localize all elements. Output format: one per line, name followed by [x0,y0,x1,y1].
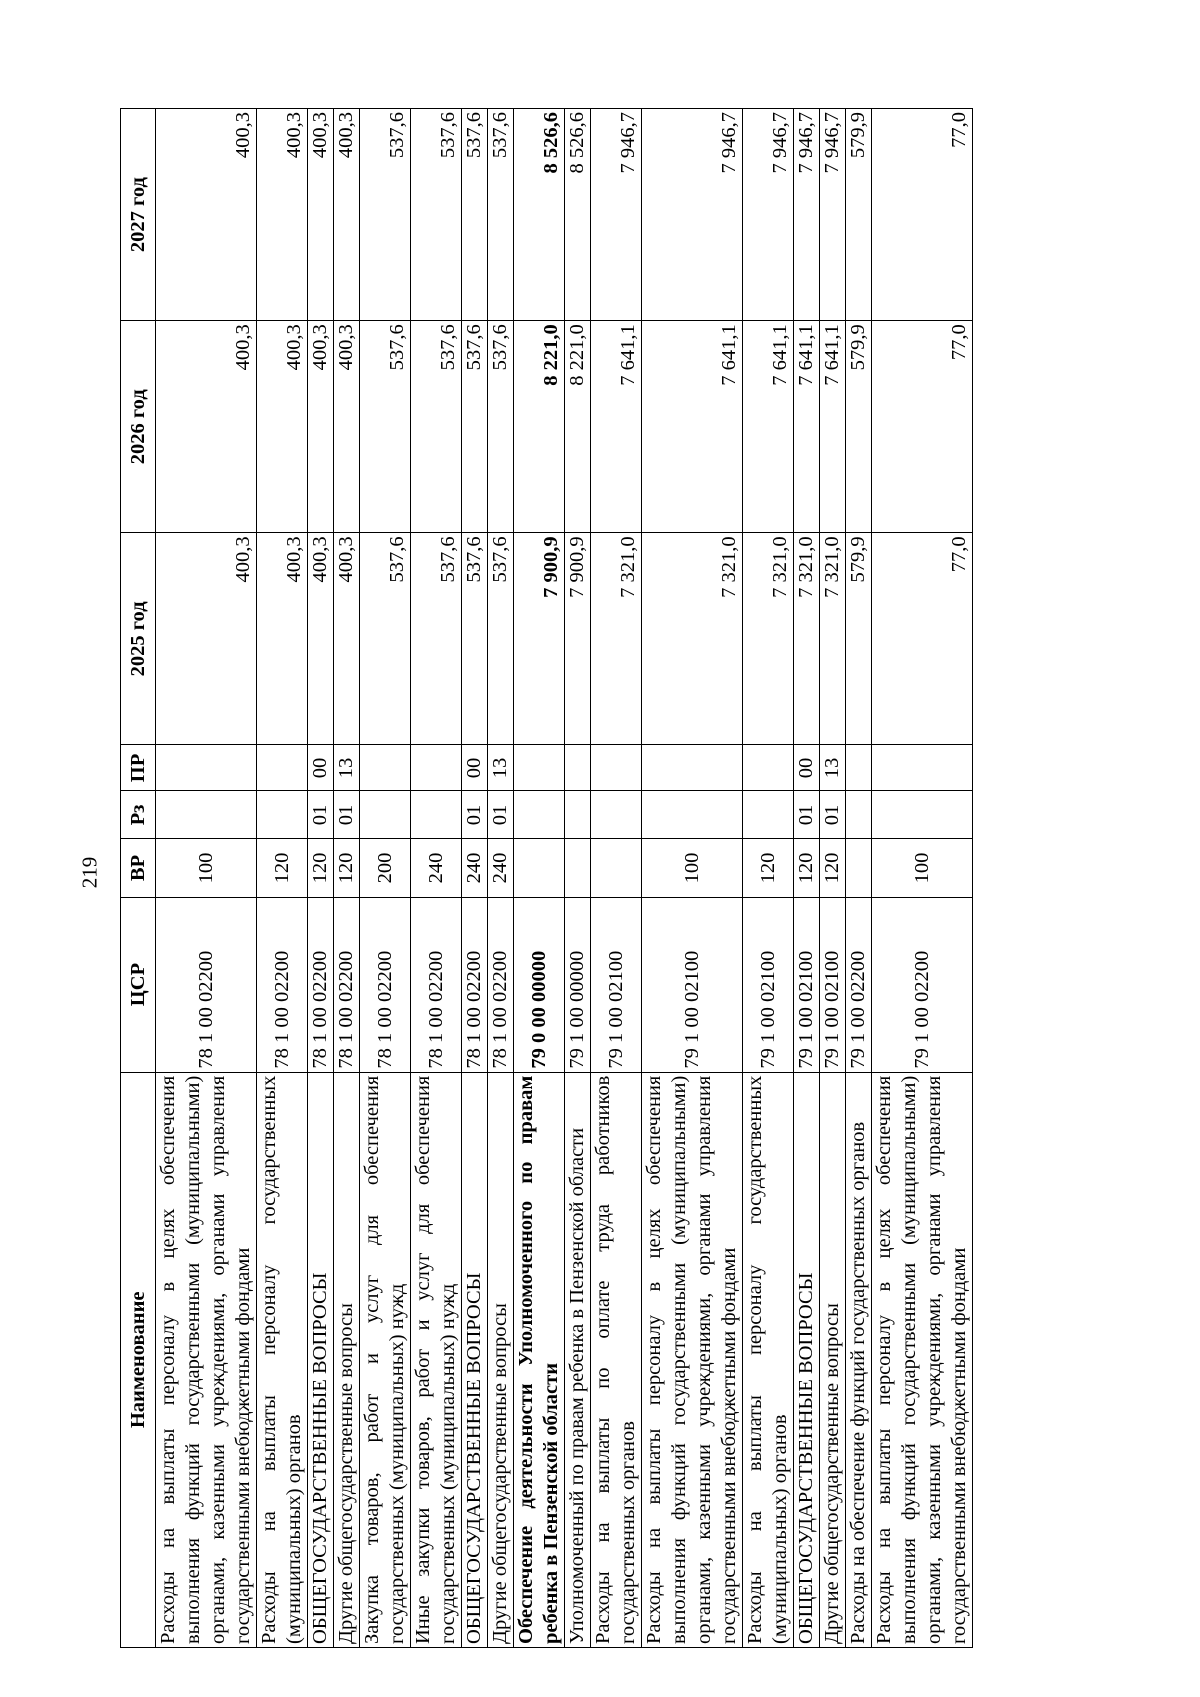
cell-2027: 537,6 [488,109,514,321]
cell-name: Расходы на обеспечение функций государственных органов [846,1072,872,1647]
cell-pr [872,745,973,791]
cell-rz [565,791,591,839]
table-header-row [121,109,156,1648]
cell-vr: 240 [462,839,488,897]
cell-2025: 7 321,0 [642,533,743,745]
cell-name: Расходы на выплаты персоналу государственных (муниципальных) органов [257,1072,308,1647]
cell-2026: 77,0 [872,321,973,533]
cell-rz: 01 [820,791,846,839]
cell-2026: 7 641,1 [794,321,820,533]
cell-vr [514,839,565,897]
cell-csr: 79 1 00 00000 [565,897,591,1072]
table-row [846,109,872,1648]
table-row [462,109,488,1648]
cell-2025: 400,3 [334,533,360,745]
cell-rz: 01 [308,791,334,839]
cell-csr: 79 1 00 02100 [794,897,820,1072]
table-row [565,109,591,1648]
cell-csr: 79 1 00 02100 [642,897,743,1072]
cell-2027: 400,3 [308,109,334,321]
cell-rz [642,791,743,839]
cell-2026: 7 641,1 [591,321,642,533]
cell-rz: 01 [488,791,514,839]
cell-pr: 13 [820,745,846,791]
cell-vr: 120 [794,839,820,897]
cell-name: ОБЩЕГОСУДАРСТВЕННЫЕ ВОПРОСЫ [462,1072,488,1647]
cell-2025: 7 321,0 [591,533,642,745]
cell-vr: 120 [743,839,794,897]
cell-name: Уполномоченный по правам ребенка в Пензенской области [565,1072,591,1647]
cell-2025: 537,6 [411,533,462,745]
cell-pr: 00 [794,745,820,791]
header-pr: ПР [121,745,156,791]
budget-table [120,108,973,1648]
cell-rz [514,791,565,839]
table-row [820,109,846,1648]
cell-pr [411,745,462,791]
header-2025: 2025 год [121,533,156,745]
cell-2027: 8 526,6 [514,109,565,321]
cell-2025: 400,3 [308,533,334,745]
cell-2026: 8 221,0 [514,321,565,533]
cell-rz: 01 [334,791,360,839]
cell-pr [257,745,308,791]
cell-pr [846,745,872,791]
header-2027: 2027 год [121,109,156,321]
cell-pr [514,745,565,791]
cell-vr: 120 [257,839,308,897]
cell-2026: 400,3 [308,321,334,533]
cell-vr: 240 [488,839,514,897]
cell-vr: 100 [642,839,743,897]
table-row [591,109,642,1648]
cell-2026: 400,3 [334,321,360,533]
cell-2025: 7 321,0 [743,533,794,745]
table-row [794,109,820,1648]
cell-name: Расходы на выплаты по оплате труда работников государственных органов [591,1072,642,1647]
cell-rz [156,791,257,839]
cell-2025: 537,6 [488,533,514,745]
cell-pr: 13 [488,745,514,791]
cell-2025: 7 900,9 [565,533,591,745]
cell-2025: 400,3 [156,533,257,745]
cell-csr: 79 1 00 02100 [591,897,642,1072]
cell-2027: 7 946,7 [794,109,820,321]
cell-rz [257,791,308,839]
table-row [488,109,514,1648]
cell-2027: 537,6 [360,109,411,321]
cell-csr: 78 1 00 02200 [411,897,462,1072]
cell-2026: 7 641,1 [743,321,794,533]
cell-name: Обеспечение деятельности Уполномоченного по правам ребенка в Пензенской области [514,1072,565,1647]
cell-2026: 7 641,1 [820,321,846,533]
table-row [872,109,973,1648]
cell-2026: 537,6 [411,321,462,533]
cell-name: Расходы на выплаты персоналу в целях обеспечения выполнения функций государственными (муниципальными) органами, казенными учреждениями, органами управления государственными внебюджетными фондами [156,1072,257,1647]
table-row [743,109,794,1648]
cell-name: Расходы на выплаты персоналу в целях обеспечения выполнения функций государственными (муниципальными) органами, казенными учреждениями, органами управления государственными внебюджетными фондами [642,1072,743,1647]
cell-csr: 79 1 00 02200 [872,897,973,1072]
cell-name: ОБЩЕГОСУДАРСТВЕННЫЕ ВОПРОСЫ [308,1072,334,1647]
cell-2027: 400,3 [257,109,308,321]
table-row [257,109,308,1648]
cell-rz [872,791,973,839]
cell-2027: 7 946,7 [820,109,846,321]
cell-2026: 400,3 [156,321,257,533]
cell-pr: 00 [462,745,488,791]
cell-2026: 579,9 [846,321,872,533]
cell-2027: 537,6 [411,109,462,321]
cell-vr: 100 [872,839,973,897]
cell-2026: 537,6 [360,321,411,533]
cell-name: Расходы на выплаты персоналу в целях обеспечения выполнения функций государственными (муниципальными) органами, казенными учреждениями, органами управления государственными внебюджетными фондами [872,1072,973,1647]
cell-pr: 00 [308,745,334,791]
cell-vr: 240 [411,839,462,897]
table-row [156,109,257,1648]
cell-rz [360,791,411,839]
cell-2027: 400,3 [334,109,360,321]
header-csr: ЦСР [121,897,156,1072]
cell-name: Закупка товаров, работ и услуг для обеспечения государственных (муниципальных) нужд [360,1072,411,1647]
cell-2027: 400,3 [156,109,257,321]
cell-vr: 120 [820,839,846,897]
table-row [308,109,334,1648]
cell-2026: 8 221,0 [565,321,591,533]
cell-rz [846,791,872,839]
cell-rz: 01 [462,791,488,839]
table-row [411,109,462,1648]
cell-pr [565,745,591,791]
cell-csr: 79 1 00 02100 [743,897,794,1072]
cell-2027: 7 946,7 [743,109,794,321]
table-row [334,109,360,1648]
cell-vr: 200 [360,839,411,897]
cell-2025: 537,6 [462,533,488,745]
cell-csr: 78 1 00 02200 [488,897,514,1072]
cell-name: Другие общегосударственные вопросы [488,1072,514,1647]
cell-name: Другие общегосударственные вопросы [334,1072,360,1647]
cell-2027: 7 946,7 [591,109,642,321]
page-number: 219 [77,856,102,889]
cell-2026: 400,3 [257,321,308,533]
cell-rz [411,791,462,839]
cell-vr: 100 [156,839,257,897]
cell-csr: 79 1 00 02100 [820,897,846,1072]
cell-vr [591,839,642,897]
cell-vr: 120 [308,839,334,897]
cell-csr: 78 1 00 02200 [462,897,488,1072]
cell-csr: 78 1 00 02200 [308,897,334,1072]
cell-rz: 01 [794,791,820,839]
cell-vr [565,839,591,897]
header-2026: 2026 год [121,321,156,533]
cell-2027: 7 946,7 [642,109,743,321]
cell-2025: 77,0 [872,533,973,745]
cell-2025: 7 900,9 [514,533,565,745]
cell-csr: 78 1 00 02200 [257,897,308,1072]
header-rz: Рз [121,791,156,839]
cell-2026: 537,6 [462,321,488,533]
cell-csr: 79 1 00 02200 [846,897,872,1072]
cell-csr: 78 1 00 02200 [360,897,411,1072]
cell-pr [156,745,257,791]
table-row [514,109,565,1648]
cell-name: Расходы на выплаты персоналу государственных (муниципальных) органов [743,1072,794,1647]
cell-vr [846,839,872,897]
cell-csr: 78 1 00 02200 [156,897,257,1072]
cell-2027: 77,0 [872,109,973,321]
cell-2025: 579,9 [846,533,872,745]
cell-pr [642,745,743,791]
cell-2027: 537,6 [462,109,488,321]
cell-name: ОБЩЕГОСУДАРСТВЕННЫЕ ВОПРОСЫ [794,1072,820,1647]
cell-2026: 7 641,1 [642,321,743,533]
budget-table-container [120,108,1075,1648]
cell-pr [743,745,794,791]
header-vr: ВР [121,839,156,897]
cell-name: Другие общегосударственные вопросы [820,1072,846,1647]
cell-2025: 7 321,0 [794,533,820,745]
cell-pr [360,745,411,791]
table-row [642,109,743,1648]
cell-2025: 400,3 [257,533,308,745]
cell-rz [591,791,642,839]
cell-2026: 537,6 [488,321,514,533]
rotated-page-area [120,108,1075,1648]
table-row [360,109,411,1648]
cell-pr: 13 [334,745,360,791]
cell-csr: 79 0 00 00000 [514,897,565,1072]
cell-vr: 120 [334,839,360,897]
cell-2025: 7 321,0 [820,533,846,745]
table-body [156,109,973,1648]
header-name: Наименование [121,1072,156,1647]
cell-csr: 78 1 00 02200 [334,897,360,1072]
cell-2027: 579,9 [846,109,872,321]
cell-2027: 8 526,6 [565,109,591,321]
cell-2025: 537,6 [360,533,411,745]
cell-name: Иные закупки товаров, работ и услуг для обеспечения государственных (муниципальных) нужд [411,1072,462,1647]
cell-rz [743,791,794,839]
cell-pr [591,745,642,791]
